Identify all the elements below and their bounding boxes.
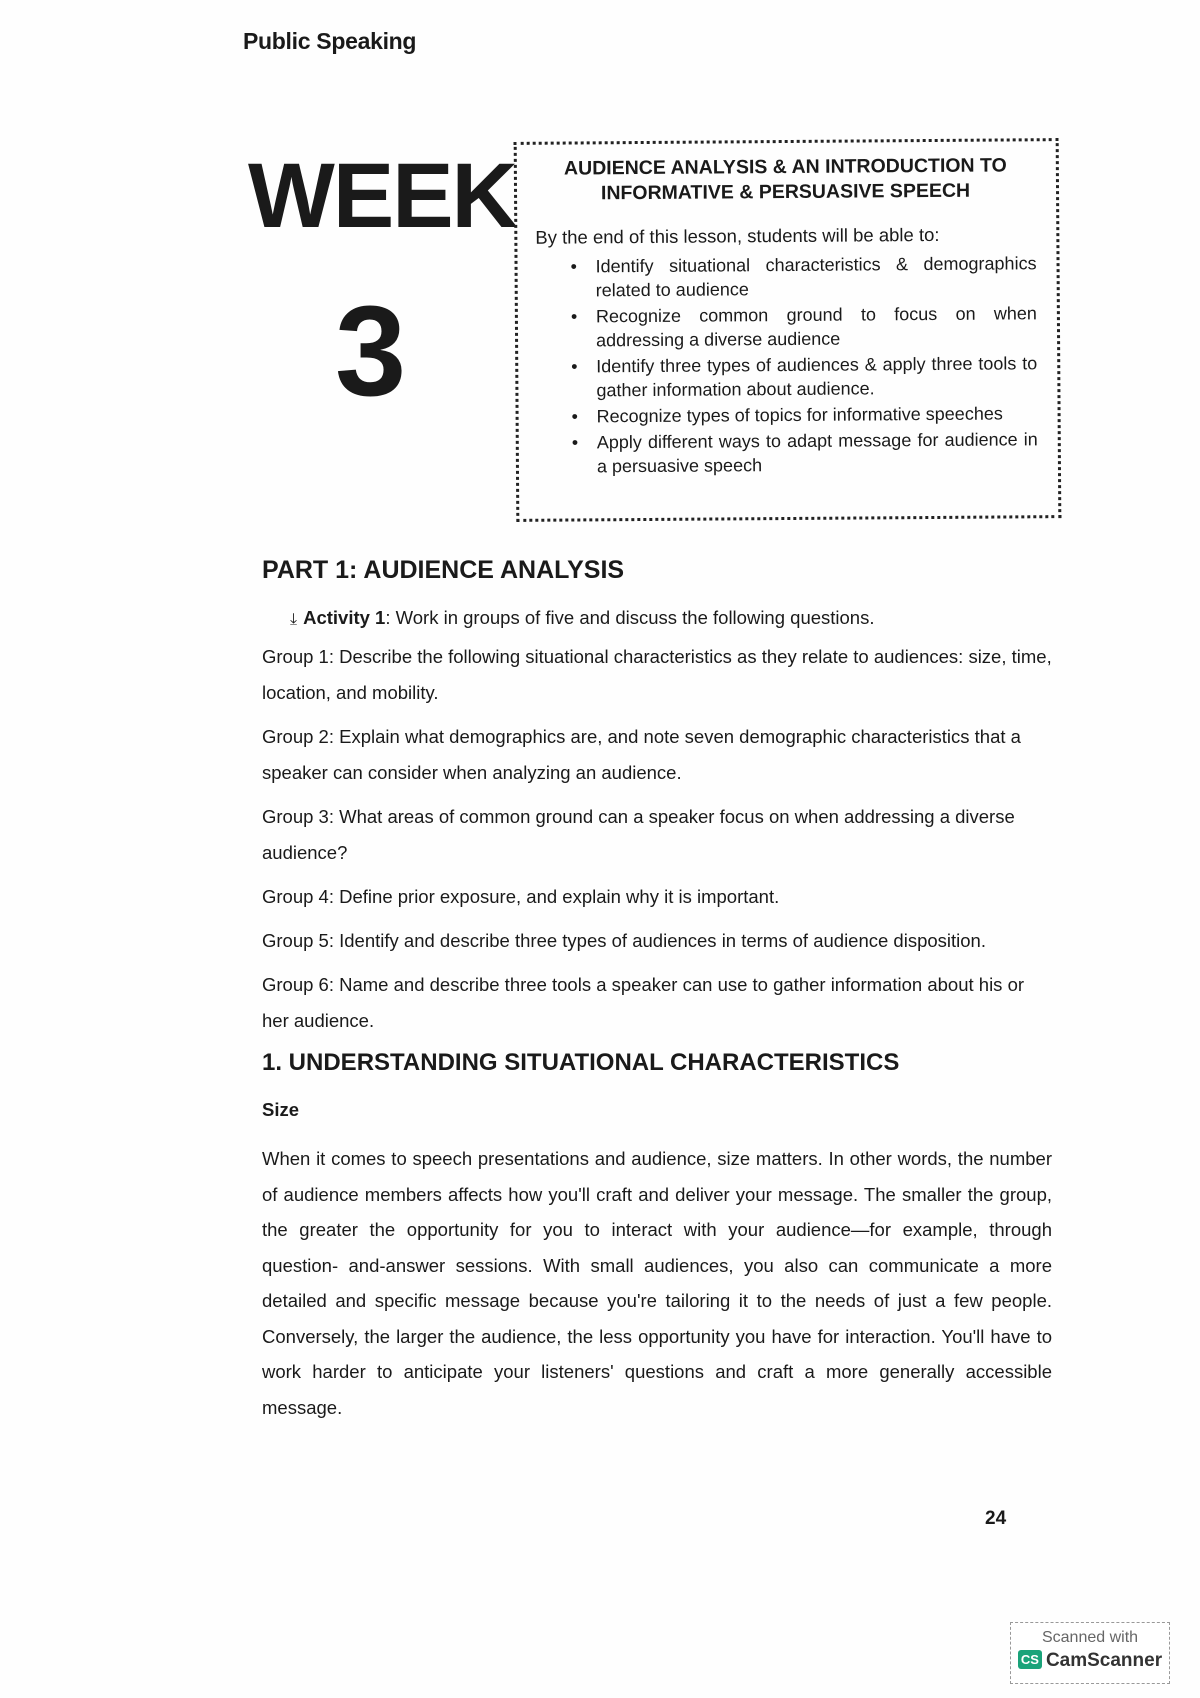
bullet-icon: • <box>571 356 578 377</box>
camscanner-logo-icon: CS <box>1018 1650 1042 1669</box>
objectives-title-line2: INFORMATIVE & PERSUASIVE SPEECH <box>600 179 971 205</box>
group-question: Group 6: Name and describe three tools a speaker can use to gather information about his or her audience. <box>262 974 1025 1031</box>
bullet-icon: • <box>571 406 578 427</box>
activity-text: : Work in groups of five and discuss the following questions. <box>385 607 875 628</box>
bullet-icon: • <box>570 306 578 327</box>
running-header: Public Speaking <box>243 28 417 54</box>
week-number: 3 <box>335 280 407 423</box>
group-question: Group 5: Identify and describe three types of audiences in terms of audience disposition. <box>262 930 986 951</box>
down-arrow-icon: ⤓ <box>290 611 298 628</box>
activity-line <box>290 607 1052 629</box>
week-label: WEEK <box>248 145 516 247</box>
group-question: Group 2: Explain what demographics are, and note seven demographic characteristics that a speaker can consider when analyzing an audience. <box>262 726 1021 783</box>
objective-item: • Recognize common ground to focus on when addressing a diverse audience <box>570 303 1037 351</box>
objective-item: • Apply different ways to adapt message for audience in a persuasive speech <box>571 429 1038 477</box>
group-question: Group 3: What areas of common ground can a speaker focus on when addressing a diverse audience? <box>262 806 1015 863</box>
watermark-brand: CamScanner <box>1045 1650 1163 1671</box>
objectives-title-line1: AUDIENCE ANALYSIS & AN INTRODUCTION TO <box>563 154 1007 180</box>
watermark-brand-row <box>1011 1650 1169 1672</box>
bullet-icon: • <box>570 256 577 277</box>
objectives-box <box>514 138 1062 522</box>
objective-item: • Recognize types of topics for informative speeches <box>571 403 1003 427</box>
page-number: 24 <box>985 1508 1007 1529</box>
part-heading: PART 1: AUDIENCE ANALYSIS <box>262 556 625 584</box>
objective-item: • Identify situational characteristics & demographics related to audience <box>570 253 1037 301</box>
sub-heading: Size <box>262 1099 300 1120</box>
bullet-icon: • <box>571 432 579 453</box>
scanner-watermark <box>1010 1622 1170 1684</box>
objectives-list <box>535 251 1038 478</box>
group-question: Group 1: Describe the following situational characteristics as they relate to audiences: size, time, location, and mobility. <box>262 646 1052 703</box>
body-paragraph: When it comes to speech presentations and audience, size matters. In other words, the number of audience members affects how you'll craft and deliver your message. The smaller the group, the greater the opportunity for you to interact with your audience—for example, through question- and-answer sessions. With small audiences, you also can communicate a more detailed and specific message because you're tailoring it to the needs of just a few people. Conversely, the larger the audience, the less opportunity you have for interaction. You'll have to work harder to anticipate your listeners' questions and craft a more generally accessible message. <box>262 1148 1052 1418</box>
objectives-intro: By the end of this lesson, students will be able to: <box>535 223 940 248</box>
watermark-caption: Scanned with <box>1041 1629 1139 1646</box>
section-heading: 1. UNDERSTANDING SITUATIONAL CHARACTERISTICS <box>262 1049 900 1076</box>
activity-label: Activity 1 <box>303 607 386 628</box>
objectives-title <box>535 153 1036 206</box>
main-content <box>262 556 1052 1425</box>
objective-item: • Identify three types of audiences & apply three tools to gather information about audience. <box>571 353 1038 401</box>
group-question: Group 4: Define prior exposure, and explain why it is important. <box>262 886 780 907</box>
